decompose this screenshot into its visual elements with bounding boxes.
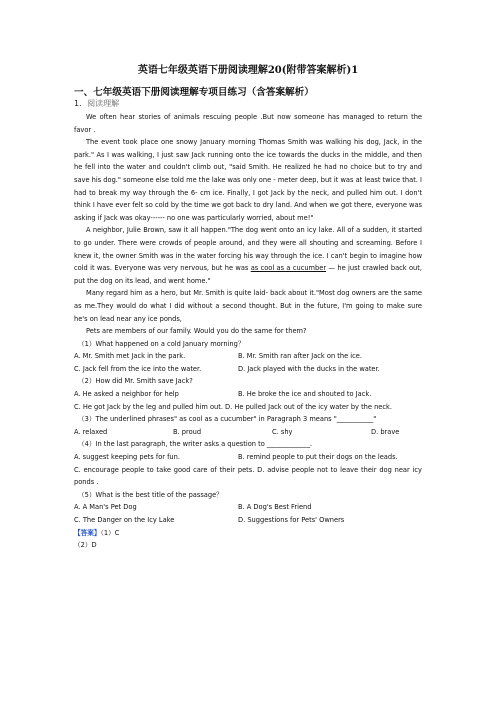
- question-2-stem: （2）How did Mr. Smith save Jack?: [78, 377, 193, 386]
- p3-text-after: — he just crawled back out, put the dog on its lead, and went home.": [74, 264, 422, 285]
- question-4-options-row-1: [74, 451, 422, 464]
- option: C. shy: [272, 427, 293, 436]
- option: B. A Dog's Best Friend: [238, 503, 312, 512]
- question-1-options-row-2: [74, 363, 422, 376]
- answer-2: （2）D: [74, 541, 97, 550]
- question-5-options-row-2: [74, 514, 422, 527]
- option: B. remind people to put their dogs on the leads.: [238, 453, 398, 462]
- question-5-options-row-1: [74, 501, 422, 514]
- option: D. Suggestions for Pets' Owners: [238, 516, 345, 524]
- question-3-stem: （3）The underlined phrases" as cool as a cucumber" in Paragraph 3 means "___________": [78, 415, 377, 424]
- option: B. He broke the ice and shouted to Jack.: [238, 390, 372, 399]
- option: A. relaxed: [74, 427, 108, 436]
- option: B. proud: [173, 427, 202, 436]
- underlined-phrase: as cool as a cucumber: [250, 264, 327, 273]
- option: B. Mr. Smith ran after Jack on the ice.: [238, 352, 362, 361]
- answer-1: （1）C: [100, 528, 120, 537]
- item-number: 1．: [74, 99, 88, 108]
- question-3-options: [74, 426, 422, 439]
- option: C. Jack fell from the ice into the water.: [74, 364, 202, 373]
- answer-tag: 【答案】: [74, 528, 101, 537]
- question-5-stem: （5）What is the best title of the passage？: [78, 490, 223, 499]
- question-1-options-row-1: [74, 350, 422, 363]
- item-label: 阅读理解: [87, 99, 120, 108]
- passage-paragraph-3: [74, 224, 422, 287]
- question-4-options-wrap: C. encourage people to take good care of their pets. D. advise people not to leave their dog near icy ponds .: [74, 465, 422, 487]
- section-heading: 一、七年级英语下册阅读理解专项目练习（含答案解析）: [74, 87, 314, 98]
- passage-paragraph-2: The event took place one snowy January morning Thomas Smith was walking his dog, Jack, in the park." As I was walking, I just saw Jack running onto the ice towards the ducks in the middle, and then he fell into the water and couldn't climb out, "said Smith. He realized he had no choice but to try and save his dog." someone else told me the lake was only one - meter deep, but it was at least twice that. I had to break my way through the 6- cm ice. Finally, I got Jack by the neck, and pulled him out. I don't think I have ever felt so cold by the time we got back to dry land. And when we got there, everyone was asking if Jack was okay------ no one was particularly worried, about me!": [74, 138, 422, 222]
- page-title: 英语七年级英语下册阅读理解20(附带答案解析)1: [137, 65, 359, 76]
- p3-text-before: A neighbor, Julie Brown, saw it all happen."The dog went onto an icy lake. All of a sudden, it started to go under. There were crowds of people around, and they were all shouting and screaming. Before I knew it, the owner Smith was in the water forcing his way through the ice. I can't begin to imagine how cold it was. Everyone was very nervous, but he was: [74, 226, 422, 273]
- question-2-options-row-1: [74, 388, 422, 401]
- passage-paragraph-5: Pets are members of our family. Would you do the same for them?: [86, 327, 307, 336]
- answer-line-1: [74, 527, 422, 540]
- option: A. A Man's Pet Dog: [74, 503, 137, 512]
- option: C. The Danger on the Icy Lake: [74, 516, 175, 524]
- option: D. Jack played with the ducks in the water.: [238, 364, 380, 373]
- passage-paragraph-1: We often hear stories of animals rescuing people .But now someone has managed to return the favor .: [74, 113, 422, 134]
- item-heading: [74, 98, 119, 109]
- option: A. He asked a neighbor for help: [74, 390, 179, 399]
- option: A. suggest keeping pets for fun.: [74, 453, 180, 462]
- passage-paragraph-4: Many regard him as a hero, but Mr. Smith is quite laid- back about it."Most dog owners are the same as me.They would do what I did without a second thought. But in the future, I'm going to make sure he's on lead near any ice ponds,: [74, 289, 422, 323]
- question-4-stem: （4）In the last paragraph, the writer asks a question to _____________.: [78, 440, 313, 449]
- option: D. brave: [371, 427, 400, 436]
- reading-body: [74, 111, 422, 552]
- question-2-options-wrap: C. He got Jack by the leg and pulled him out. D. He pulled Jack out of the icy water by the neck.: [74, 402, 392, 411]
- question-1-stem: （1）What happened on a cold January morning？: [78, 339, 245, 348]
- option: A. Mr. Smith met Jack in the park.: [74, 352, 186, 361]
